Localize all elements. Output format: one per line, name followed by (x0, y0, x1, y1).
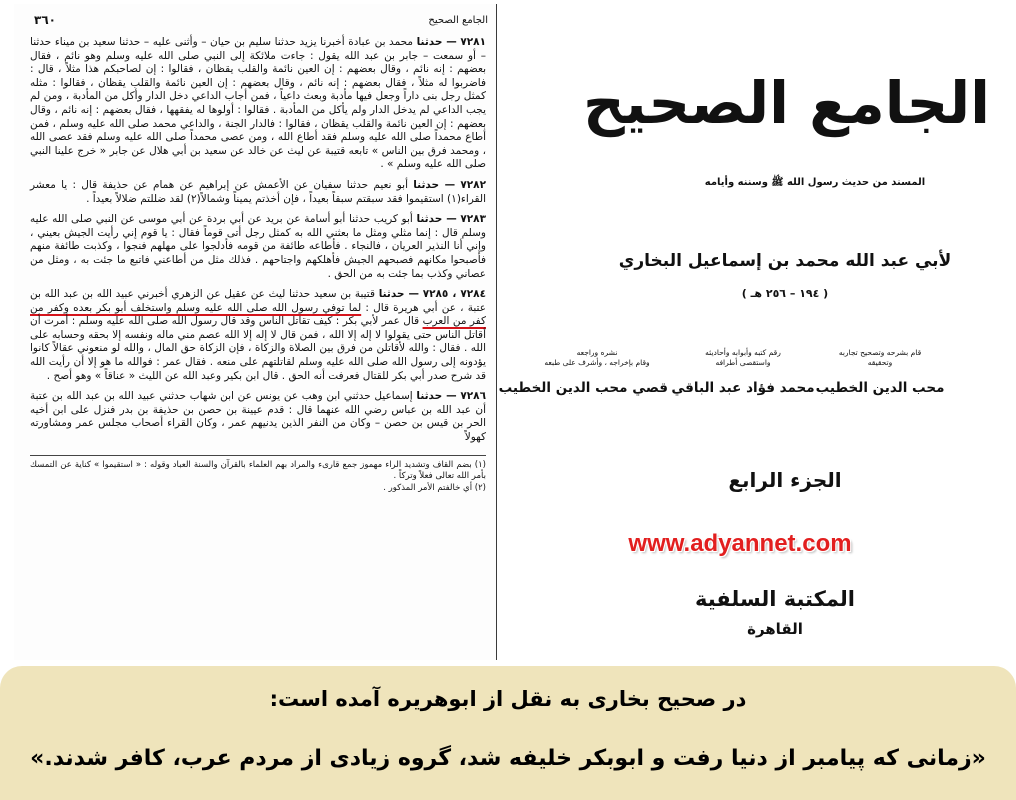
caption-line-1: در صحیح بخاری به نقل از ابوهریره آمده است: (269, 687, 747, 711)
cover-publisher: المكتبة السلفية (694, 587, 855, 611)
cover-title: الجامع الصحيح (582, 69, 990, 137)
hadith-text: إسماعيل حدثني ابن وهب عن يونس عن ابن شهاب حدثني عبيد الله بن عبد الله بن عتبة أن عبد الله بن عباس رضي الله عنهما قال : قدم عيينة بن حصن بن حذيفة بن بدر فنزل على ابن أخيه الحر بن قيس بن حصن – وكان من النفر الذين يدنيهم عمر ، وكان القراء أصحاب مجلس عمر ومشاورته كهولاً (30, 390, 486, 444)
hadith-number: ٧٢٨٤ ، ٧٢٨٥ (422, 288, 486, 301)
hadith-text: قتيبة بن سعيد حدثنا ليث عن عقيل عن الزهري أخبرني عبيد الله بن عبد الله بن عتبة ، عن أبي هريرة قال : (30, 288, 486, 314)
hadith-7283 (30, 213, 486, 281)
editor-column-publishing (498, 348, 668, 396)
hadith-text: أبو كريب حدثنا أبو أسامة عن بريد عن أبي بردة عن أبي موسى عن النبي صلى الله عليه وسلم قال : إنما مثلي ومثل ما بعثني الله به كمثل رجل أتى قوماً فقال : يا قوم إني رأيت الجيش بعيني ، وإني أنا النذير العريان ، فالنجاء . فأطاعه طائفة من قومه فأدلجوا على مهلهم فنجوا ، وكذبت طائفة منهم فأصبحوا مكانهم فصبحهم الجيش فأهلكهم واجتاحهم . فذلك مثل من أطاعني فاتبع ما جئت به ، ومثل من عصاني وكذب بما جئت به من الحق . (30, 213, 486, 280)
hadith-number: ٧٢٨٣ (460, 213, 486, 226)
cover-volume: الجزء الرابع (728, 468, 842, 492)
editor-name: محمد فؤاد عبد الباقي (671, 380, 815, 396)
hadith-7282 (30, 179, 486, 206)
cover-subtitle: المسند من حديث رسول الله ﷺ وسننه وأيامه (704, 177, 926, 188)
editor-column-commentary (810, 348, 950, 396)
cover-author: لأبي عبد الله محمد بن إسماعيل البخاري (618, 251, 952, 271)
footnote-2: (٢) أي خالفتم الأمر المذكور . (383, 482, 486, 493)
hadith-lead: — حدثنا (378, 288, 419, 301)
editor-role-line: قام بشرحه وتصحيح تجاربه (838, 348, 922, 357)
running-title: الجامع الصحيح (428, 14, 488, 26)
hadith-number: ٧٢٨٢ (460, 178, 486, 191)
hadith-lead: — حدثنا (416, 213, 457, 226)
hadith-number: ٧٢٨١ (460, 36, 486, 48)
hadith-lead: — حدثنا (413, 178, 456, 191)
page-body (30, 36, 486, 656)
editor-role-line: وتحقيقه (867, 358, 893, 367)
editor-name: قصي محب الدين الخطيب (498, 380, 668, 396)
hadith-text: أبو نعيم حدثنا سفيان عن الأعمش عن إبراهيم عن همام عن حذيفة قال : يا معشر القراء(١) استقيموا فقد سبقتم سبقاً بعيداً ، فإن أخذتم يميناً وشمالاً(٢) لقد ضللتم ضلالاً بعيداً . (30, 178, 486, 205)
caption-banner (0, 666, 1016, 800)
hadith-number: ٧٢٨٦ (460, 390, 486, 403)
editor-role-line: رقم كتبه وأبوابه وأحاديثه (705, 348, 781, 357)
hadith-7284-7285 (30, 288, 486, 383)
hadith-text-continued: قال عمر لأبي بكر : كيف تقاتل الناس وقد قال رسول الله صلى الله عليه وسلم : أمرت أن أقاتل الناس حتى يقولوا لا إله إلا الله ، فمن قال لا إله إلا الله عصم مني ماله ونفسه إلا بحقه وحسابه على الله . فقال : والله لأقاتلن من فرق بين الصلاة والزكاة ، فإن الزكاة حق المال ، والله لو منعوني عقالاً كانوا يؤدونه إلى رسول الله صلى الله عليه وسلم لقاتلتهم على منعه . فقال عمر : فوالله ما هو إلا أن رأيت الله قد شرح صدر أبي بكر للقتال فعرفت أنه الحق . قال ابن بكير وعبد الله عن الليث « عناقاً » وهو أصح . (30, 315, 486, 382)
hadith-text: محمد بن عبادة أخبرنا يزيد حدثنا سليم بن حيان – وأثنى عليه – حدثنا سعيد بن ميناء حدثنا – أو سمعت – جابر بن عبد الله يقول : جاءت ملائكة إلى النبي صلى الله عليه وسلم وهو نائم ، فقال بعضهم : إنه نائم ، وقال بعضهم : إن العين نائمة والقلب يقظان ، فقالوا : إن لصاحبكم هذا مثلاً ، قال : فاضربوا له مثلاً ، فقال بعضهم : إنه نائم ، وقال بعضهم : إن العين نائمة والقلب يقظان ، فقالوا : مثله كمثل رجل بنى داراً وجعل فيها مأدبة وبعث داعياً ، فمن أجاب الداعي دخل الدار وأكل من المأدبة ، ومن لم يجب الداعي لم يدخل الدار ولم يأكل من المأدبة . فقالوا : أولوها له يفقهها ، فقال بعضهم : إنه نائم ، وقال بعضهم : إن العين نائمة والقلب يقظان ، فقالوا : فالدار الجنة ، والداعي محمد صلى الله عليه وسلم ، فمن أطاع محمداً صلى الله عليه وسلم فقد أطاع الله ، ومن عصى محمداً صلى الله عليه وسلم فقد عصى الله ، ومحمد فرق بين الناس » تابعه قتيبة عن ليث عن خالد عن سعيد بن أبي هلال عن جابر « خرج علينا النبي صلى الله عليه وسلم » . (30, 36, 486, 171)
caption-quote: «زمانی که پیامبر از دنیا رفت و ابوبکر خلیفه شد، گروه زیادی از مردم عرب، کافر شدند.» (30, 746, 986, 771)
editor-role-line: وقام بإخراجه ، وأشرف على طبعه (544, 358, 650, 367)
underlined-passage: لما توفي رسول الله صلى الله عليه وسلم واستخلف أبو بكر بعده وكفر من كفر من العرب (30, 301, 486, 328)
cover-dates: ( ١٩٤ – ٢٥٦ هـ ) (741, 287, 829, 300)
page-header (34, 11, 488, 29)
hadith-7286 (30, 390, 486, 444)
editor-role-line: واستقصى أطرافه (715, 358, 771, 367)
cover-city: القاهرة (747, 620, 803, 638)
hadith-7281 (30, 36, 486, 172)
editor-name: محب الدين الخطيب (815, 380, 945, 396)
footnote-1: (١) بضم القاف وتشديد الراء مهموز جمع قارىء والمراد بهم العلماء بالقرآن والسنة العباد وقوله : « استقيموا » كناية عن التمسك بأمر الله تعالى فعلاً وتركاً . (30, 459, 486, 482)
footnotes (30, 455, 486, 495)
editor-column-numbering (668, 348, 818, 396)
hadith-lead: — حدثنا (416, 390, 457, 403)
hadith-lead: — حدثنا (416, 36, 457, 48)
page-number: ٣٦٠ (34, 13, 56, 27)
editor-role-line: نشره وراجعه (576, 348, 618, 357)
watermark-url: www.adyannet.com (628, 530, 852, 557)
scanned-book-page (14, 4, 497, 660)
